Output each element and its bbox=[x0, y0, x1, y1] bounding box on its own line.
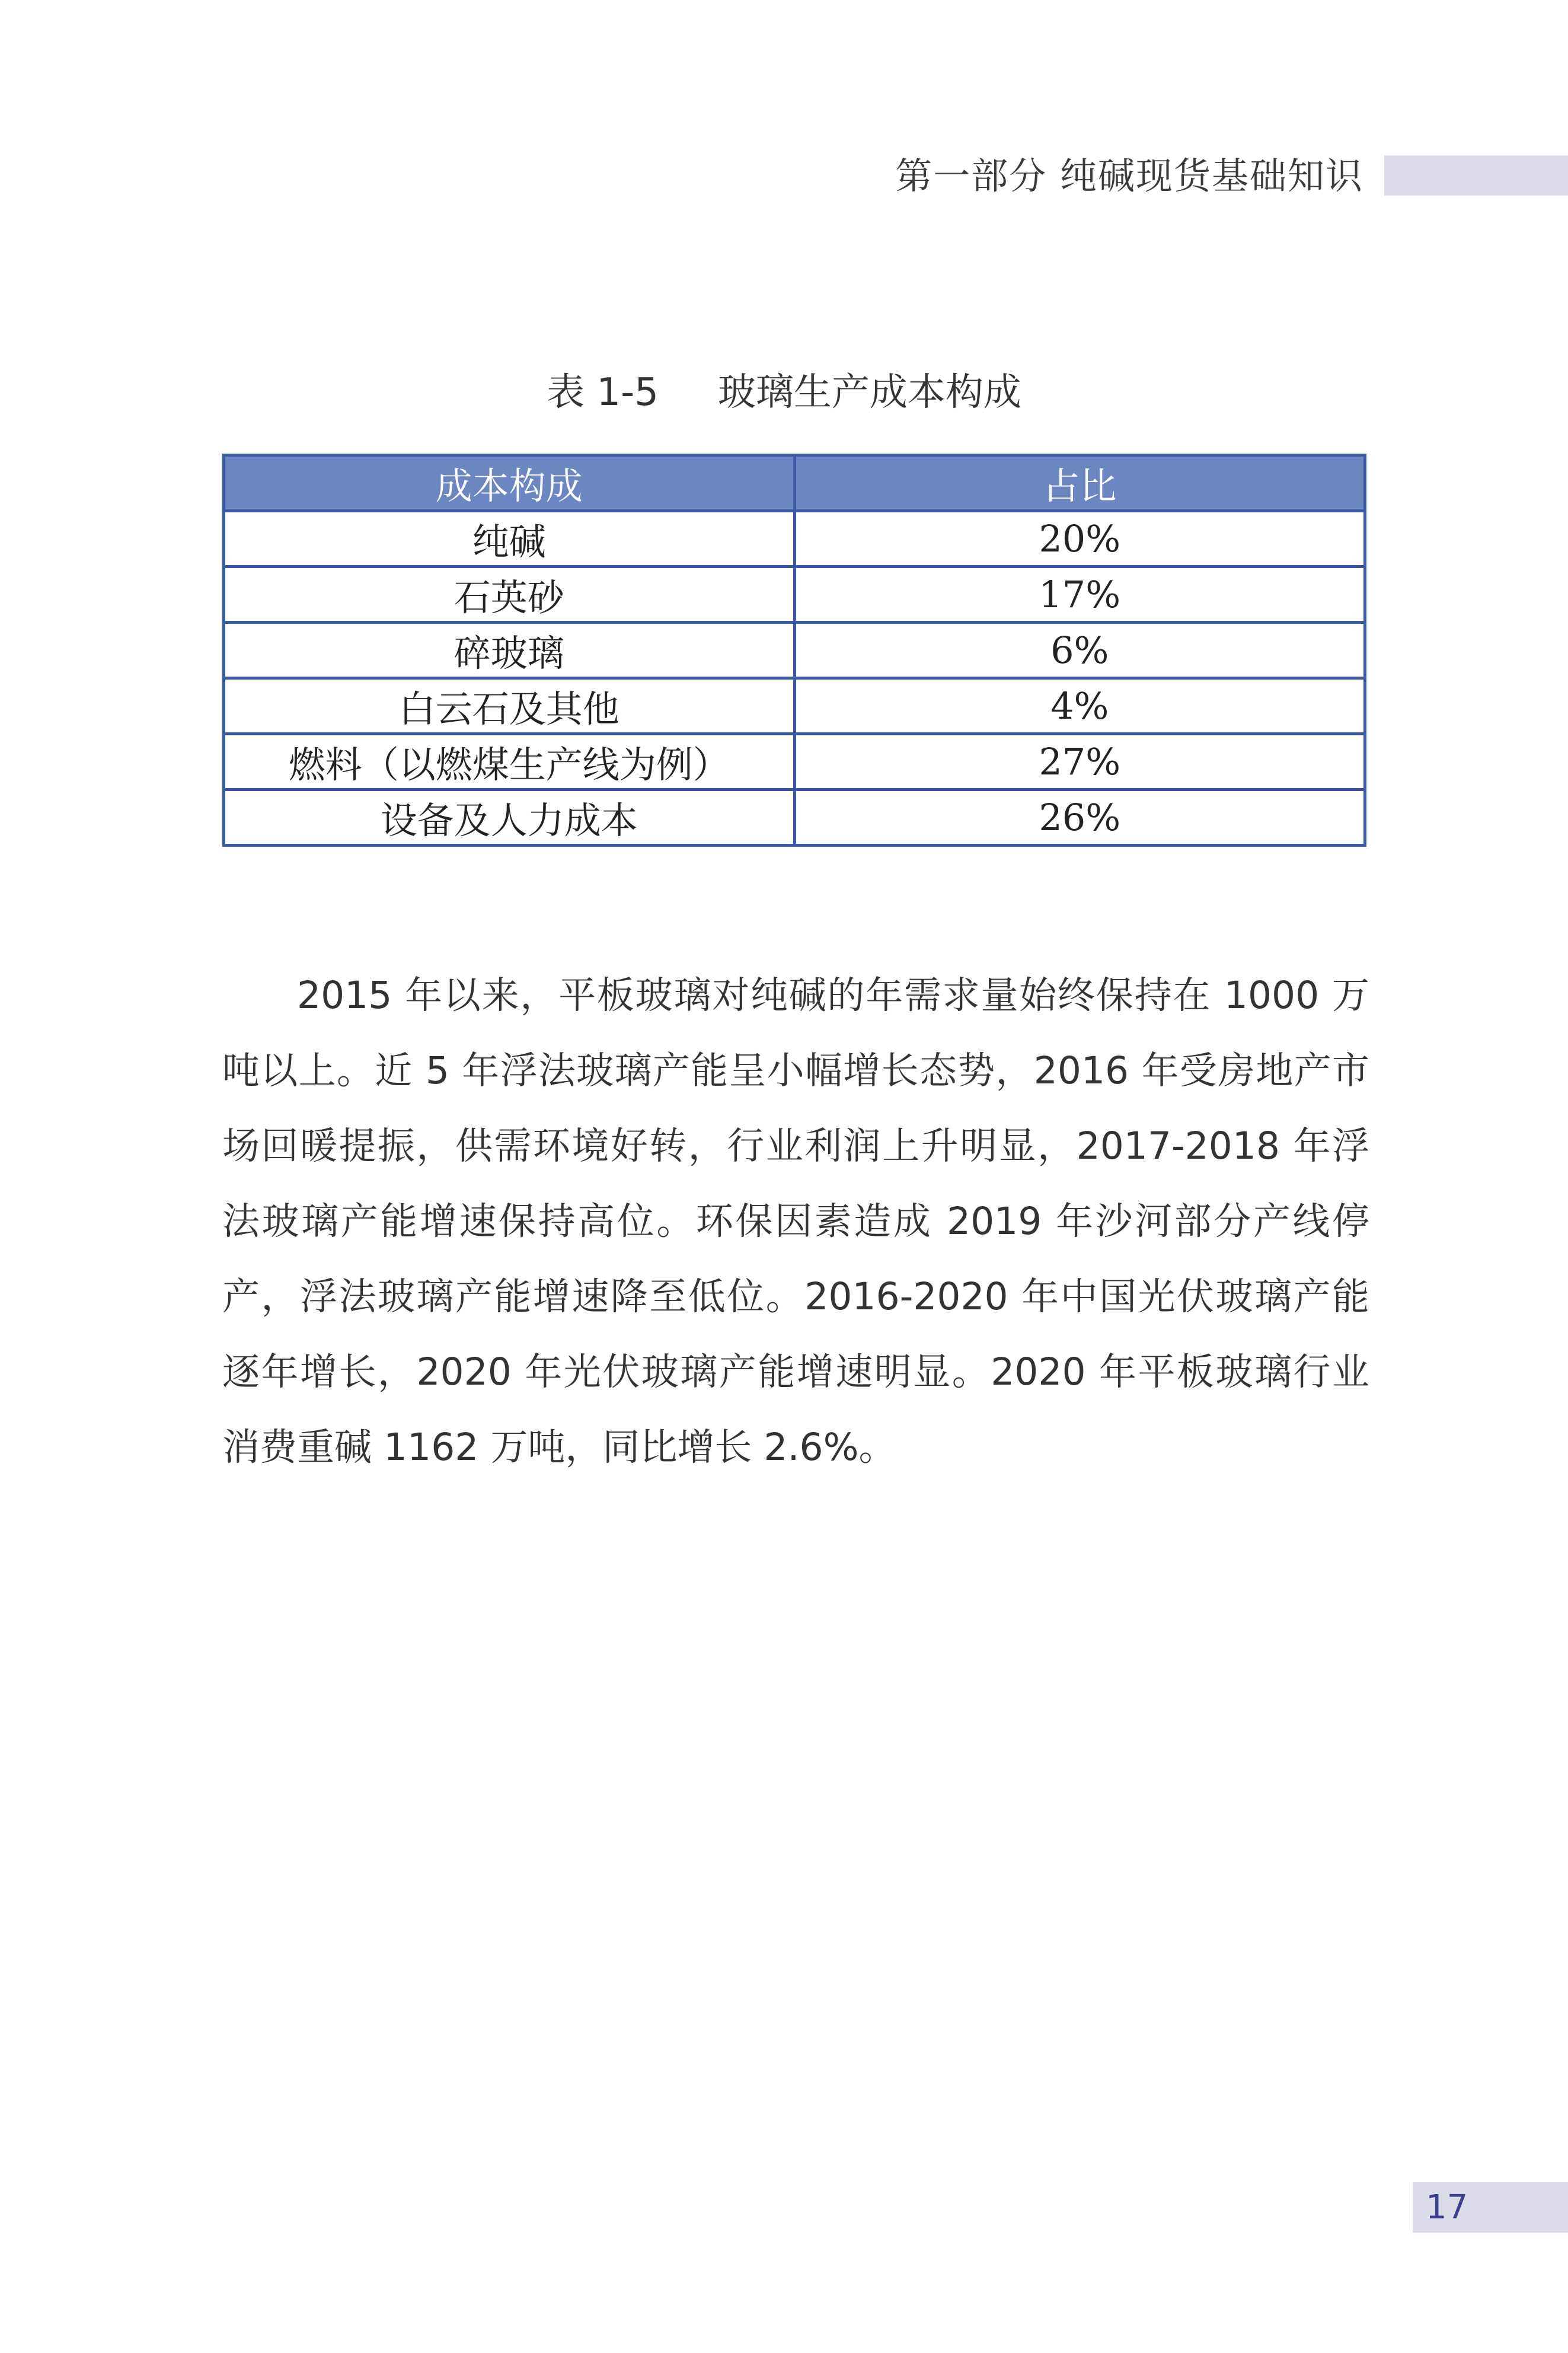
running-header: 第一部分 纯碱现货基础知识 bbox=[895, 154, 1363, 197]
table-caption-label: 表 1-5 bbox=[547, 371, 659, 415]
table-row bbox=[224, 734, 1365, 790]
column-header-component: 成本构成 bbox=[224, 455, 795, 511]
cell-share: 4% bbox=[794, 678, 1365, 734]
table-row bbox=[224, 678, 1365, 734]
page-number: 17 bbox=[1426, 2188, 1468, 2227]
table-row bbox=[224, 790, 1365, 846]
column-header-share: 占比 bbox=[794, 455, 1365, 511]
cost-table bbox=[222, 454, 1366, 847]
cell-component: 碎玻璃 bbox=[224, 623, 795, 678]
cell-share: 27% bbox=[794, 734, 1365, 790]
header-bar bbox=[1384, 155, 1568, 196]
cell-component: 纯碱 bbox=[224, 511, 795, 567]
cell-share: 6% bbox=[794, 623, 1365, 678]
table-header-row bbox=[224, 455, 1365, 511]
cell-component: 白云石及其他 bbox=[224, 678, 795, 734]
body-paragraph: 2015 年以来，平板玻璃对纯碱的年需求量始终保持在 1000 万吨以上。近 5 年浮法玻璃产能呈小幅增长态势，2016 年受房地产市场回暖提振，供需环境好转，行业利润上升明显，2017-2018 年浮法玻璃产能增速保持高位。环保因素造成 2019 年沙河部分产线停产，浮法玻璃产能增速降至低位。2016-2020 年中国光伏玻璃产能逐年增长，2020 年光伏玻璃产能增速明显。2020 年平板玻璃行业消费重碱 1162 万吨，同比增长 2.6%。 bbox=[222, 974, 1369, 1469]
cell-component: 燃料（以燃煤生产线为例） bbox=[224, 734, 795, 790]
cell-share: 17% bbox=[794, 567, 1365, 623]
table-row bbox=[224, 511, 1365, 567]
cell-component: 石英砂 bbox=[224, 567, 795, 623]
table-caption bbox=[0, 362, 1568, 416]
cell-component: 设备及人力成本 bbox=[224, 790, 795, 846]
cell-share: 20% bbox=[794, 511, 1365, 567]
cell-share: 26% bbox=[794, 790, 1365, 846]
table-caption-title: 玻璃生产成本构成 bbox=[717, 371, 1021, 415]
table-row bbox=[224, 623, 1365, 678]
table-row bbox=[224, 567, 1365, 623]
